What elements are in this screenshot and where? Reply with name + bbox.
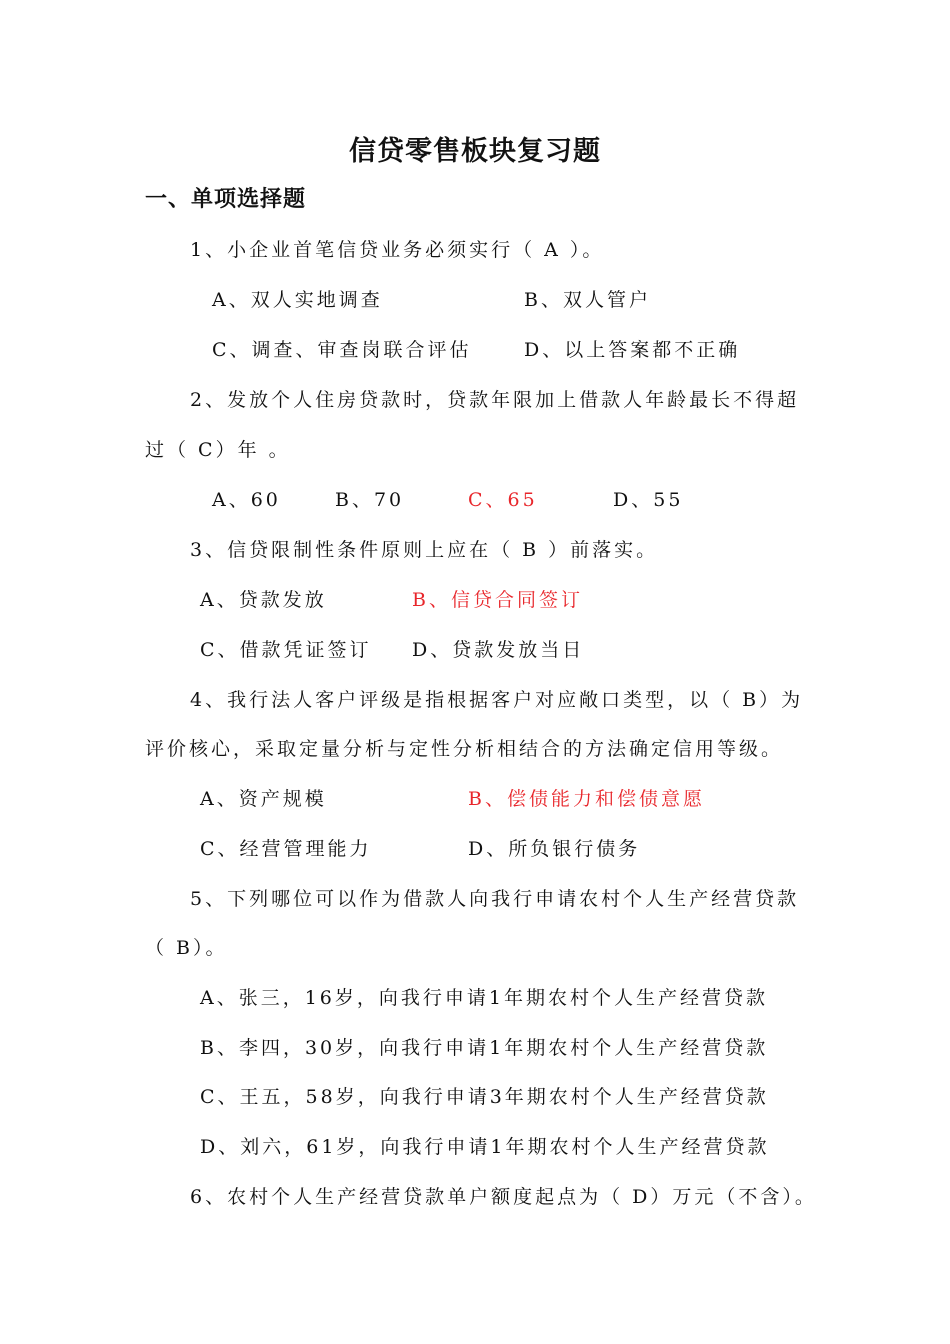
question-4-stem-line-1: 4、我行法人客户评级是指根据客户对应敞口类型，以（ B）为	[190, 689, 804, 711]
question-4-option-b-highlighted: B、偿债能力和偿债意愿	[468, 788, 705, 810]
question-2-option-a: A、60	[212, 489, 281, 511]
question-4-stem-line-2: 评价核心，采取定量分析与定性分析相结合的方法确定信用等级。	[145, 738, 784, 760]
question-1-option-a: A、双人实地调查	[212, 289, 383, 311]
section-heading: 一、单项选择题	[145, 187, 307, 212]
question-3-stem: 3、信贷限制性条件原则上应在（ B ）前落实。	[190, 539, 659, 561]
question-5-stem-line-2: （ B）。	[145, 937, 228, 959]
question-5-option-c: C、王五，58岁，向我行申请3年期农村个人生产经营贷款	[200, 1086, 769, 1108]
question-2-option-c-highlighted: C、65	[468, 489, 538, 511]
question-4-option-d: D、所负银行债务	[468, 838, 641, 860]
question-4-option-c: C、经营管理能力	[200, 838, 372, 860]
question-1-option-c: C、调查、审查岗联合评估	[212, 339, 472, 361]
question-4-option-a: A、资产规模	[200, 788, 327, 810]
question-5-stem-line-1: 5、下列哪位可以作为借款人向我行申请农村个人生产经营贷款	[190, 888, 800, 910]
question-1-option-d: D、以上答案都不正确	[524, 339, 741, 361]
question-6-stem: 6、农村个人生产经营贷款单户额度起点为（ D）万元（不含）。	[190, 1186, 817, 1208]
question-3-option-b-highlighted: B、信贷合同签订	[412, 589, 583, 611]
question-1-option-b: B、双人管户	[524, 289, 651, 311]
question-3-option-a: A、贷款发放	[200, 589, 327, 611]
question-2-stem-line-2: 过（ C）年 。	[145, 439, 291, 461]
question-5-option-b: B、李四，30岁，向我行申请1年期农村个人生产经营贷款	[200, 1037, 769, 1059]
question-5-option-a: A、张三，16岁，向我行申请1年期农村个人生产经营贷款	[200, 987, 768, 1009]
question-2-option-d: D、55	[613, 489, 684, 511]
document-title: 信贷零售板块复习题	[349, 136, 601, 167]
question-5-option-d: D、刘六，61岁，向我行申请1年期农村个人生产经营贷款	[200, 1136, 770, 1158]
question-1-stem: 1、小企业首笔信贷业务必须实行（ A ）。	[190, 239, 605, 261]
question-3-option-c: C、借款凭证签订	[200, 639, 372, 661]
question-2-option-b: B、70	[335, 489, 405, 511]
question-3-option-d: D、贷款发放当日	[412, 639, 585, 661]
question-2-stem-line-1: 2、发放个人住房贷款时，贷款年限加上借款人年龄最长不得超	[190, 389, 800, 411]
